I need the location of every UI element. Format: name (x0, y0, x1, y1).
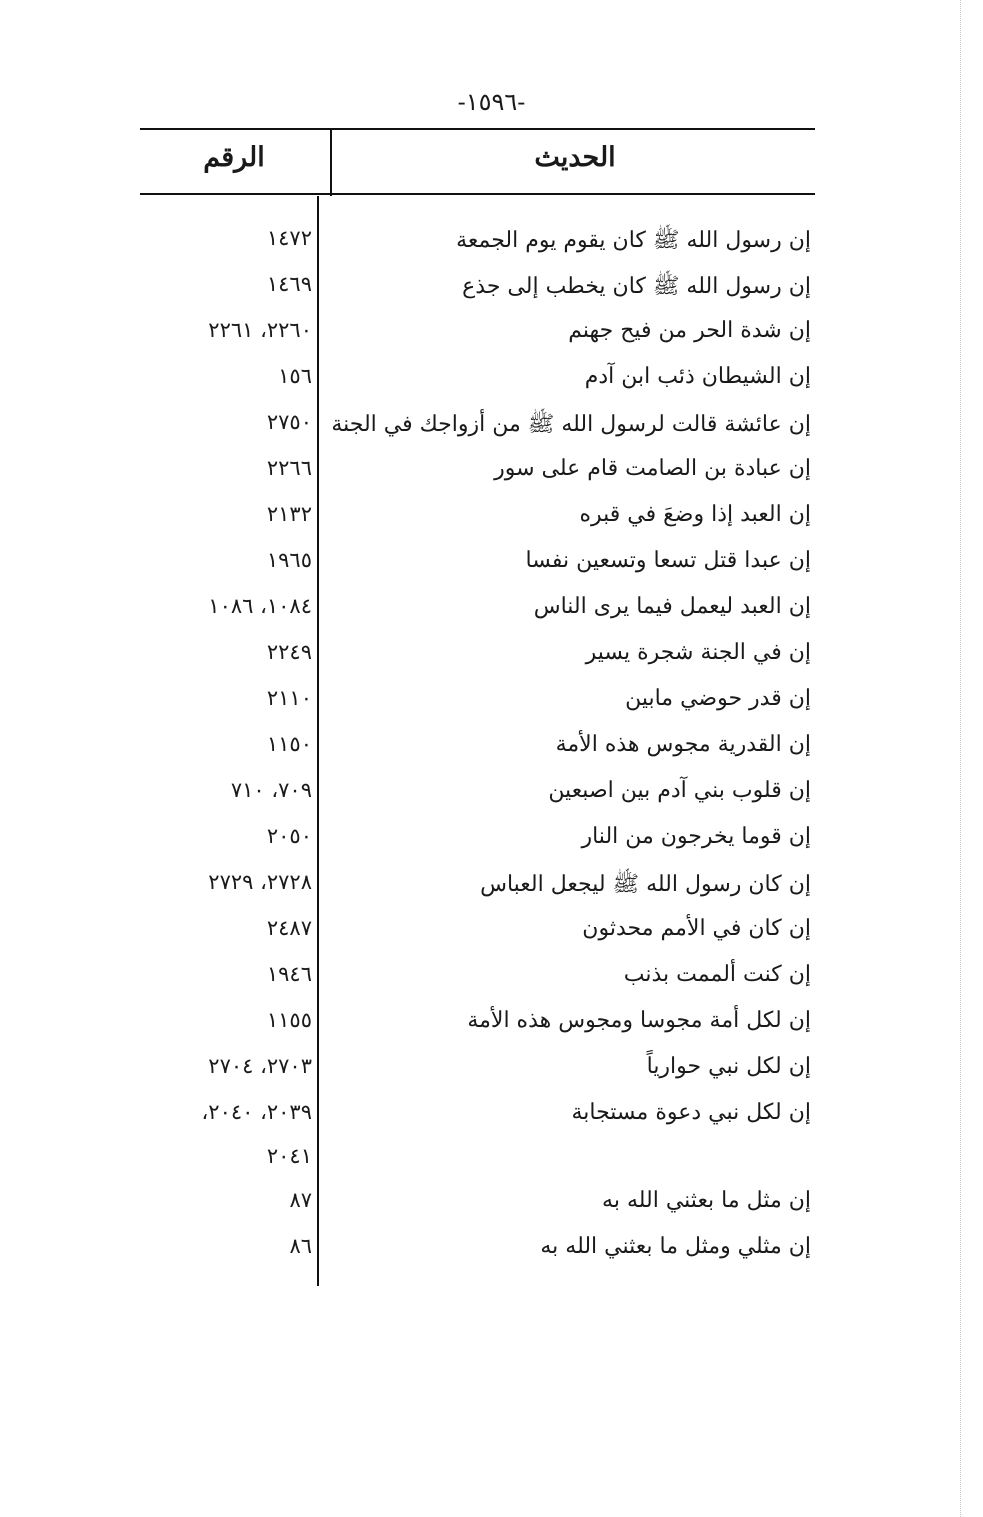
hadith-number: ٢١٣٢ (266, 502, 312, 526)
hadith-number: ٨٦ (289, 1234, 312, 1258)
hadith-text: إن عبادة بن الصامت قام على سور (494, 456, 811, 481)
hadith-number: ٧٠٩، ٧١٠ (230, 778, 312, 802)
hadith-text: إن القدرية مجوس هذه الأمة (555, 732, 811, 757)
table-row (140, 1054, 815, 1094)
table-row (140, 640, 815, 680)
hadith-text: إن رسول الله ﷺ كان يقوم يوم الجمعة (456, 228, 811, 253)
table-row (140, 226, 815, 266)
hadith-number: ١٥٦ (278, 364, 312, 388)
hadith-number: ٢٠٤١ (266, 1144, 312, 1168)
hadith-number: ٢٢٤٩ (266, 640, 312, 664)
hadith-text: إن قدر حوضي مابين (625, 686, 811, 711)
hadith-number: ٢٠٥٠ (266, 824, 312, 848)
header-column-divider (330, 128, 332, 196)
table-row (140, 962, 815, 1002)
table-row (140, 916, 815, 956)
hadith-number: ٢٢٦٠، ٢٢٦١ (208, 318, 312, 342)
table-row (140, 1008, 815, 1048)
table-row (140, 1188, 815, 1228)
hadith-number: ١٤٦٩ (266, 272, 312, 296)
table-row (140, 824, 815, 864)
hadith-text: إن كان رسول الله ﷺ ليجعل العباس (480, 872, 811, 897)
hadith-text: إن كان في الأمم محدثون (582, 916, 811, 941)
hadith-text: إن لكل أمة مجوسا ومجوس هذه الأمة (467, 1008, 811, 1033)
table-row (140, 318, 815, 358)
table-row (140, 548, 815, 588)
hadith-text: إن لكل نبي دعوة مستجابة (571, 1100, 811, 1125)
hadith-text: إن قلوب بني آدم بين اصبعين (548, 778, 811, 803)
table-row (140, 732, 815, 772)
hadith-text: إن عبدا قتل تسعا وتسعين نفسا (525, 548, 811, 573)
table-row (140, 778, 815, 818)
table-row (140, 870, 815, 910)
hadith-text: إن الشيطان ذئب ابن آدم (584, 364, 811, 389)
hadith-text: إن مثلي ومثل ما بعثني الله به (540, 1234, 811, 1259)
hadith-text: إن لكل نبي حوارياً (646, 1054, 811, 1079)
hadith-number: ١١٥٠ (266, 732, 312, 756)
table-row (140, 456, 815, 496)
table-row (140, 594, 815, 634)
hadith-text: إن قوما يخرجون من النار (581, 824, 811, 849)
table-row (140, 410, 815, 450)
table-row (140, 686, 815, 726)
hadith-number: ٢٧٥٠ (266, 410, 312, 434)
hadith-number: ١٠٨٤، ١٠٨٦ (208, 594, 312, 618)
hadith-text: إن العبد إذا وضعَ في قبره (579, 502, 811, 527)
table-row (140, 1100, 815, 1140)
column-header-number: الرقم (203, 142, 265, 173)
hadith-text: إن العبد ليعمل فيما يرى الناس (533, 594, 811, 619)
hadith-text: إن كنت ألممت بذنب (623, 962, 811, 987)
hadith-number: ٢٢٦٦ (266, 456, 312, 480)
table-header-rule (140, 193, 815, 195)
hadith-text: إن رسول الله ﷺ كان يخطب إلى جذع (462, 274, 811, 299)
table-row (140, 1144, 815, 1184)
hadith-number: ٢٧٠٣، ٢٧٠٤ (208, 1054, 312, 1078)
page-edge-dotted-line (959, 0, 961, 1517)
hadith-text: إن مثل ما بعثني الله به (602, 1188, 811, 1213)
hadith-number: ٢٤٨٧ (266, 916, 312, 940)
table-row (140, 364, 815, 404)
table-row (140, 502, 815, 542)
hadith-number: ١٩٦٥ (266, 548, 312, 572)
hadith-number: ١١٥٥ (266, 1008, 312, 1032)
column-header-hadith: الحديث (534, 142, 616, 173)
hadith-number: ١٩٤٦ (266, 962, 312, 986)
hadith-text: إن في الجنة شجرة يسير (585, 640, 811, 665)
hadith-number: ٢٠٣٩، ٢٠٤٠، (201, 1100, 312, 1124)
hadith-text: إن شدة الحر من فيح جهنم (568, 318, 811, 343)
hadith-number: ٢١١٠ (266, 686, 312, 710)
table-row (140, 1234, 815, 1274)
table-top-rule (140, 128, 815, 130)
hadith-number: ٢٧٢٨، ٢٧٢٩ (208, 870, 312, 894)
hadith-number: ٨٧ (289, 1188, 312, 1212)
hadith-number: ١٤٧٢ (266, 226, 312, 250)
table-row (140, 272, 815, 312)
page-number: -١٥٩٦- (457, 88, 526, 116)
hadith-text: إن عائشة قالت لرسول الله ﷺ من أزواجك في الجنة (331, 412, 811, 437)
